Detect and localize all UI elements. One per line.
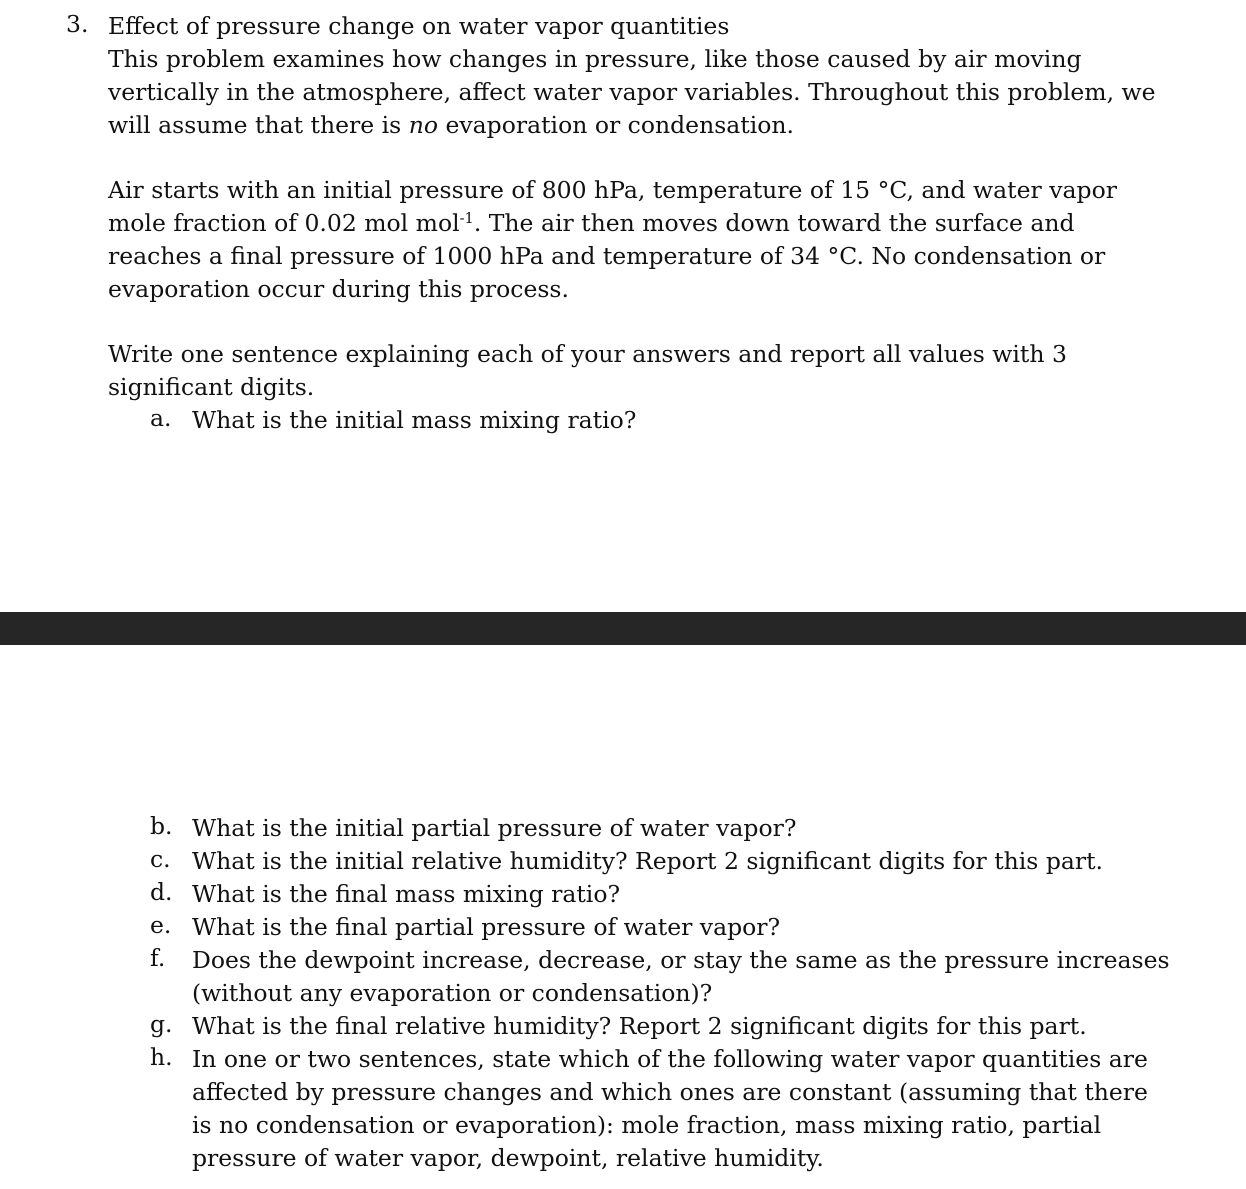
question-h-label: h. — [150, 1043, 173, 1071]
question-d-label: d. — [150, 878, 173, 906]
question-h-text-line-4: pressure of water vapor, dewpoint, relative humidity. — [192, 1144, 824, 1172]
setup-line-3: reaches a final pressure of 1000 hPa and temperature of 34 °C. No condensation or — [108, 242, 1106, 270]
setup-line-2: mole fraction of 0.02 mol mol$^{-1}$. The air then moves down toward the surface and — [108, 209, 1075, 237]
question-c-label: c. — [150, 845, 171, 873]
question-c-text: What is the initial relative humidity? Report 2 significant digits for this part. — [192, 847, 1104, 875]
question-f-text-line-1: Does the dewpoint increase, decrease, or stay the same as the pressure increases — [192, 946, 1170, 974]
emphasis-no: no — [408, 111, 439, 139]
setup-line-4: evaporation occur during this process. — [108, 275, 569, 303]
intro-line-2: vertically in the atmosphere, affect water vapor variables. Throughout this problem, we — [108, 78, 1156, 106]
problem-title: Effect of pressure change on water vapor quantities — [108, 12, 730, 40]
question-h-text-line-3: is no condensation or evaporation): mole fraction, mass mixing ratio, partial — [192, 1111, 1102, 1139]
intro-line-3: will assume that there is no evaporation or condensation. — [108, 111, 794, 139]
question-b-text: What is the initial partial pressure of water vapor? — [192, 814, 797, 842]
question-h-text-line-1: In one or two sentences, state which of the following water vapor quantities are — [192, 1045, 1148, 1073]
question-a-text: What is the initial mass mixing ratio? — [192, 406, 637, 434]
question-g-label: g. — [150, 1010, 173, 1038]
question-d-text: What is the final mass mixing ratio? — [192, 880, 621, 908]
question-a-label: a. — [150, 404, 172, 432]
question-e-text: What is the final partial pressure of water vapor? — [192, 913, 781, 941]
setup-line-1: Air starts with an initial pressure of 800 hPa, temperature of 15 °C, and water vapor — [108, 176, 1117, 204]
instructions-line-1: Write one sentence explaining each of your answers and report all values with 3 — [108, 340, 1067, 368]
problem-number: 3. — [66, 10, 89, 38]
question-b-label: b. — [150, 812, 173, 840]
question-e-label: e. — [150, 911, 172, 939]
intro-line-1: This problem examines how changes in pressure, like those caused by air moving — [108, 45, 1082, 73]
question-f-text-line-2: (without any evaporation or condensation)? — [192, 979, 713, 1007]
superscript-exponent: -1 — [459, 210, 474, 227]
redaction-bar — [0, 612, 1246, 645]
question-h-text-line-2: affected by pressure changes and which ones are constant (assuming that there — [192, 1078, 1148, 1106]
instructions-line-2: significant digits. — [108, 373, 315, 401]
question-f-label: f. — [150, 944, 166, 972]
question-g-text: What is the final relative humidity? Report 2 significant digits for this part. — [192, 1012, 1087, 1040]
